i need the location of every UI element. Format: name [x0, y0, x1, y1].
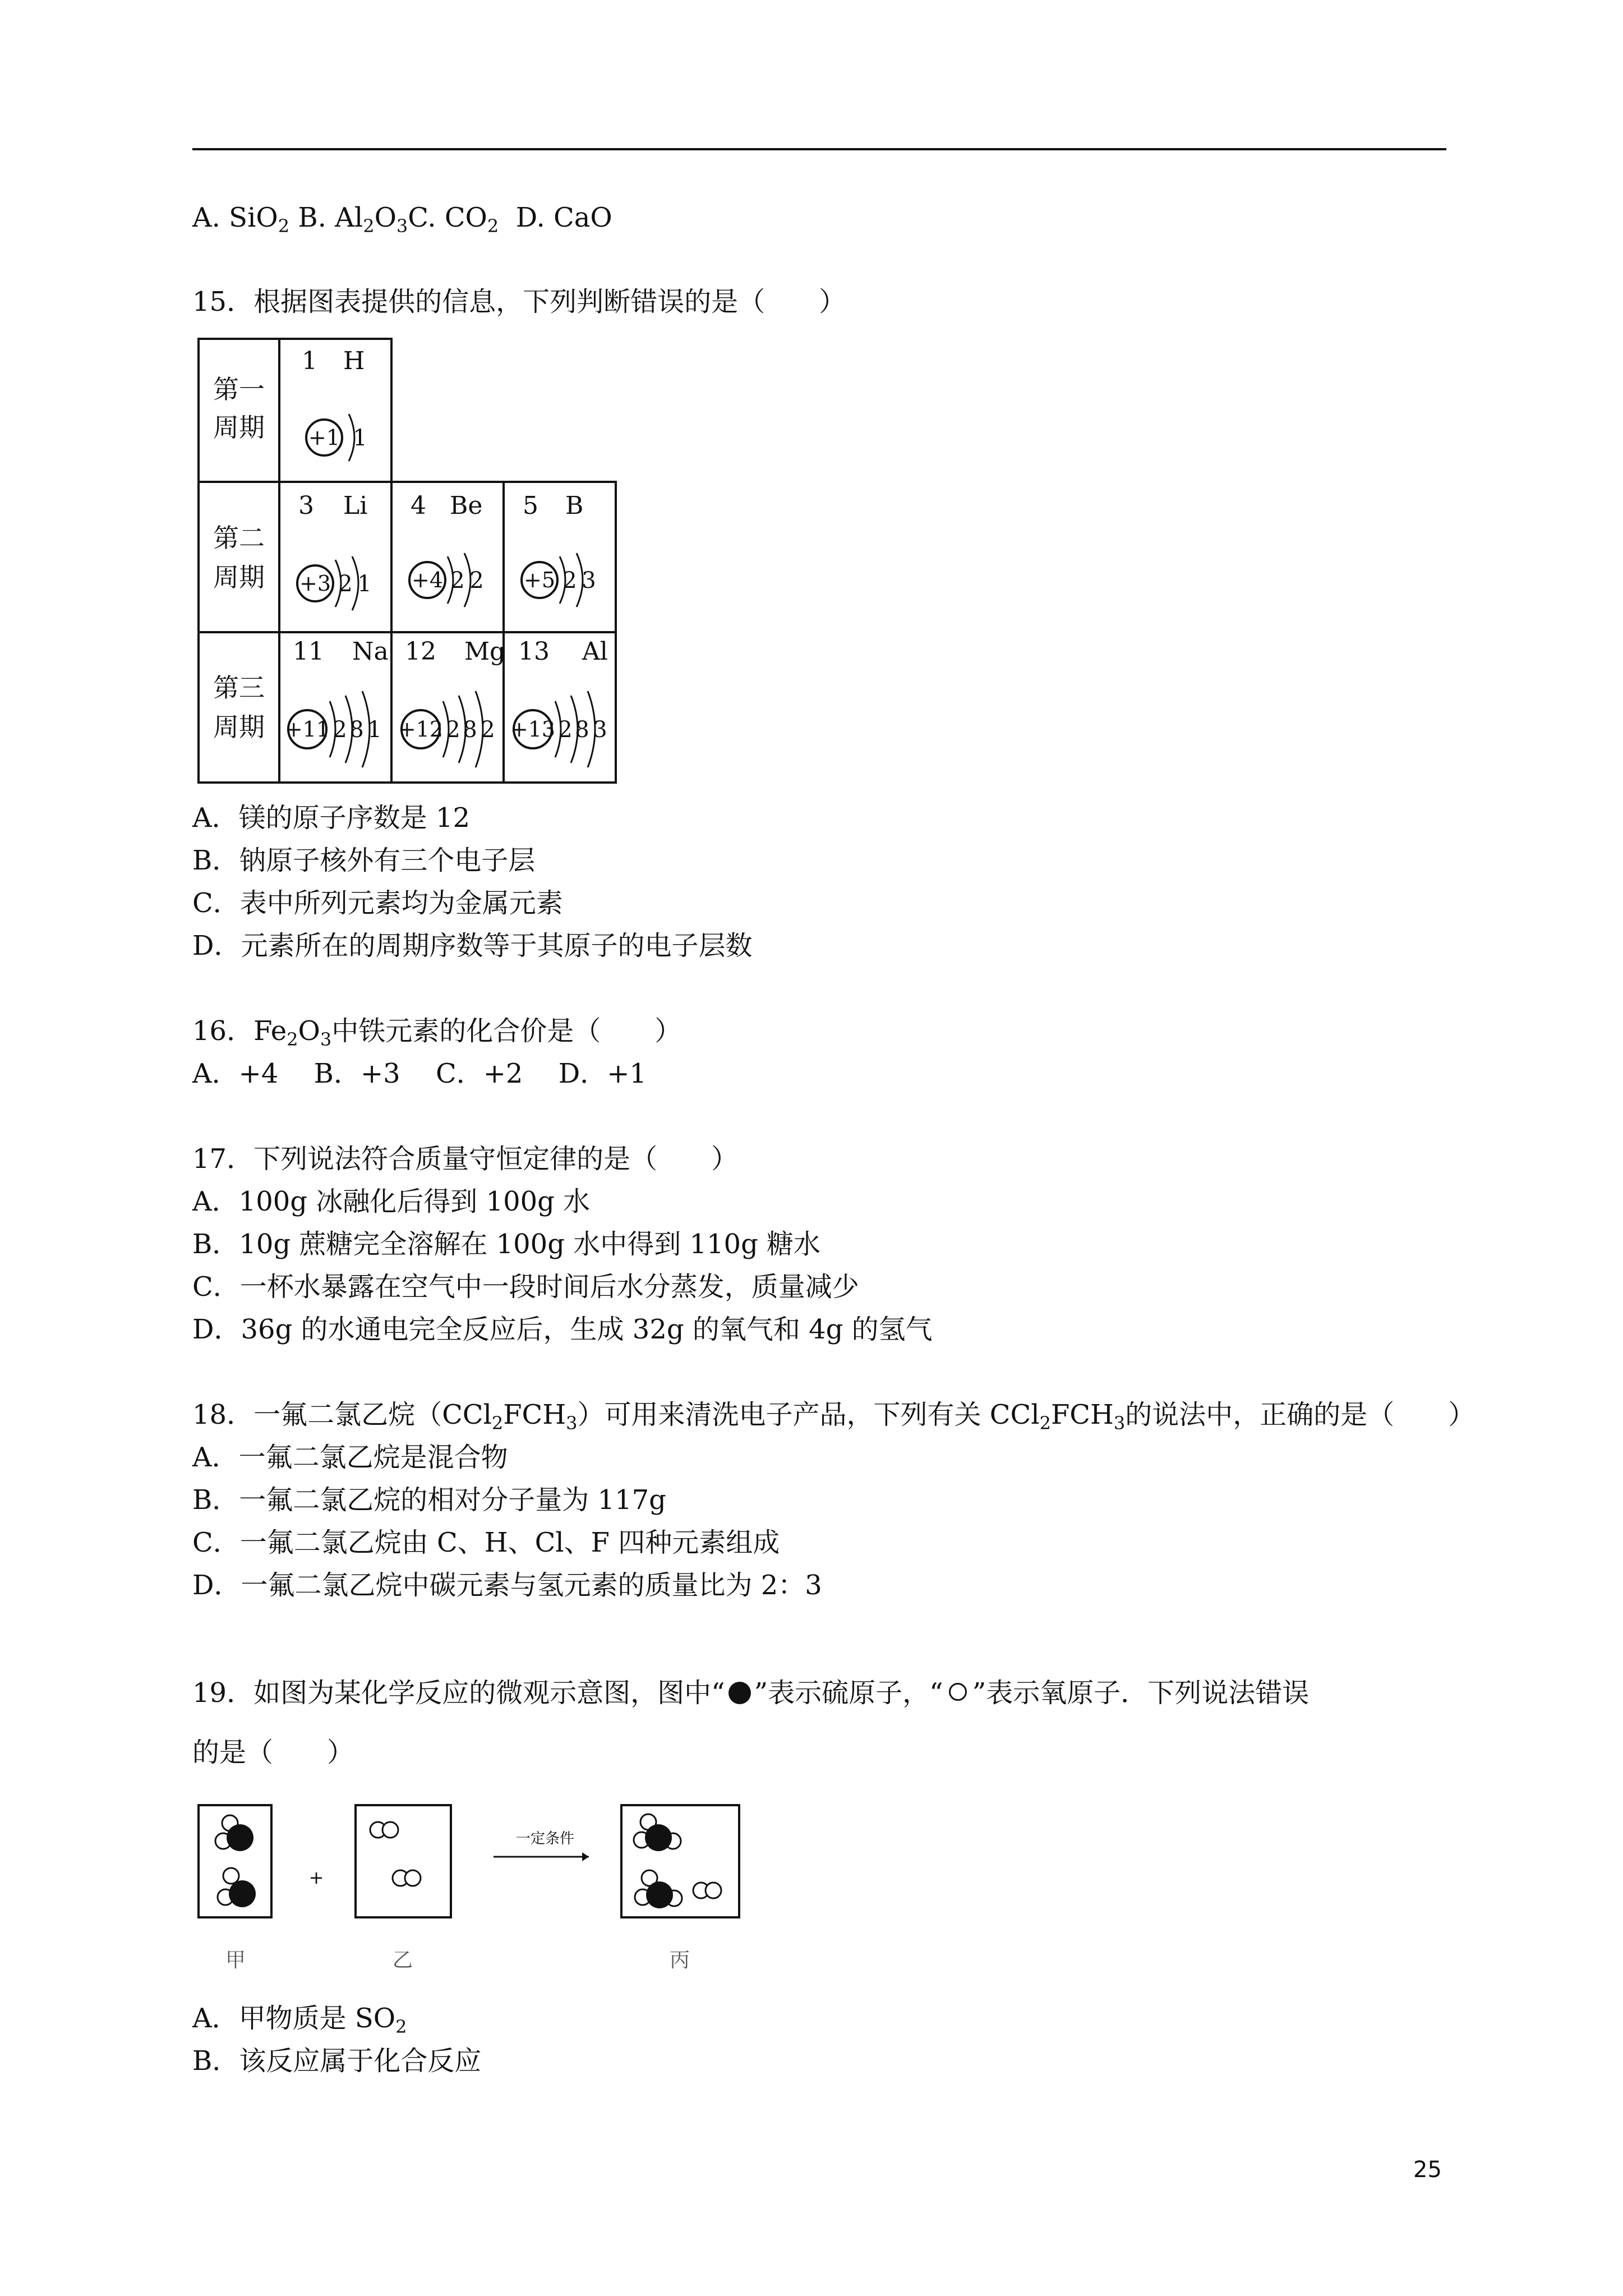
q17-option-d: D．36g 的水通电完全反应后，生成 32g 的氧气和 4g 的氢气 — [192, 1314, 933, 1345]
period-label: 周期 — [213, 562, 265, 592]
q15-stem: 15．根据图表提供的信息，下列判断错误的是（ ） — [192, 286, 846, 318]
oxygen-atom — [706, 1883, 721, 1898]
q18-option-c: C．一氟二氯乙烷由 C、H、Cl、F 四种元素组成 — [192, 1527, 780, 1558]
arrow-condition: 一定条件 — [515, 1830, 575, 1847]
shell-count: 2 — [450, 568, 465, 593]
page-number: 25 — [1413, 2157, 1442, 2183]
q19-stem: 19．如图为某化学反应的微观示意图，图中“ ”表示硫原子，“ ”表示氧原子．下列说法错误 — [192, 1677, 1310, 1709]
shell-count: 2 — [558, 717, 573, 743]
shell-count: 2 — [338, 571, 353, 597]
nucleus-charge: +1 — [308, 425, 340, 450]
period-label: 第三 — [213, 673, 265, 703]
molecule-so2 — [218, 1868, 256, 1907]
shell-count: 8 — [575, 717, 589, 743]
header-rule — [192, 148, 1446, 150]
nucleus-charge: +11 — [284, 717, 330, 742]
q17-stem: 17．下列说法符合质量守恒定律的是（ ） — [192, 1143, 739, 1175]
oxygen-atom-icon — [949, 1683, 967, 1701]
sulfur-atom-icon — [728, 1682, 751, 1704]
shell-count: 2 — [333, 717, 347, 743]
shell-count: 8 — [349, 717, 364, 743]
q15-option-b: B．钠原子核外有三个电子层 — [192, 845, 536, 876]
q17-option-a: A．100g 冰融化后得到 100g 水 — [192, 1186, 591, 1217]
reaction-diagram — [196, 1801, 757, 1980]
q19-option-a: A．甲物质是 $SO_2$ — [192, 2003, 407, 2037]
periodic-table-figure — [196, 337, 634, 785]
arrow-head-icon — [582, 1852, 589, 1861]
label-jia: 甲 — [225, 1949, 246, 1972]
shell-count: 1 — [357, 571, 372, 597]
shell-count: 2 — [481, 717, 495, 743]
element-number: 12 — [405, 637, 436, 666]
element-number: 4 — [411, 491, 426, 520]
period-label: 周期 — [213, 412, 265, 443]
molecule-so3 — [634, 1814, 681, 1851]
label-bing: 丙 — [669, 1949, 690, 1972]
element-symbol: Li — [343, 491, 368, 520]
molecule-so2 — [215, 1815, 253, 1851]
shell-count: 1 — [367, 717, 382, 743]
element-number: 3 — [298, 491, 314, 520]
element-symbol: Na — [352, 637, 389, 666]
period-label: 第一 — [213, 374, 265, 404]
period-label: 周期 — [213, 712, 265, 742]
nucleus-charge: +4 — [411, 568, 444, 592]
shell-count: 1 — [353, 425, 367, 451]
q14-options: A. SiO$_2$ B. $Al_2O_3C$. $CO_2$ D. CaO — [192, 202, 612, 237]
box-yi — [356, 1805, 451, 1917]
shell-count: 2 — [562, 568, 577, 593]
period-label: 第二 — [213, 523, 265, 553]
element-number: 11 — [293, 637, 324, 666]
label-yi: 乙 — [392, 1949, 413, 1972]
element-symbol: Mg — [464, 637, 506, 666]
element-number: 13 — [518, 637, 550, 666]
element-symbol: B — [565, 491, 584, 520]
shell-count: 2 — [469, 568, 484, 593]
q16-options: A．+4 B．+3 C．+2 D．+1 — [192, 1058, 647, 1089]
shell-count: 3 — [582, 568, 596, 593]
element-symbol: Be — [450, 491, 483, 520]
q18-option-a: A．一氟二氯乙烷是混合物 — [192, 1442, 508, 1473]
nucleus-charge: +5 — [523, 568, 556, 592]
shell-count: 8 — [463, 717, 477, 743]
nucleus-charge: +3 — [299, 571, 331, 596]
q17-option-c: C．一杯水暴露在空气中一段时间后水分蒸发，质量减少 — [192, 1271, 859, 1303]
nucleus-charge: +12 — [398, 717, 444, 742]
molecule-so3 — [635, 1870, 682, 1908]
element-symbol: Al — [582, 637, 608, 666]
q19-stem-line2: 的是（ ） — [192, 1737, 354, 1768]
oxygen-atom — [382, 1822, 398, 1838]
q15-option-c: C．表中所列元素均为金属元素 — [192, 887, 563, 919]
q19-option-b: B．该反应属于化合反应 — [192, 2045, 482, 2077]
element-number: 1 — [302, 347, 317, 375]
shell-count: 3 — [593, 717, 607, 743]
q16-stem: 16．$Fe_2O_3$中铁元素的化合价是（ ） — [192, 1015, 682, 1050]
nucleus-charge: +13 — [510, 717, 556, 742]
q18-option-d: D．一氟二氯乙烷中碳元素与氢元素的质量比为 2：3 — [192, 1570, 822, 1601]
element-symbol: H — [343, 347, 365, 375]
q18-stem: 18．一氟二氯乙烷$(CCl_2FCH_3)$可用来清洗电子产品，下列有关 $CCl_2FCH_3$的说法中，正确的是（ ） — [192, 1399, 1476, 1434]
oxygen-atom — [405, 1870, 421, 1886]
element-number: 5 — [523, 491, 538, 520]
plus-sign: + — [308, 1867, 324, 1888]
q15-option-d: D．元素所在的周期序数等于其原子的电子层数 — [192, 930, 753, 961]
shell-count: 2 — [446, 717, 460, 743]
q18-option-b: B．一氟二氯乙烷的相对分子量为 117g — [192, 1484, 666, 1516]
q17-option-b: B．10g 蔗糖完全溶解在 100g 水中得到 110g 糖水 — [192, 1228, 821, 1260]
q15-option-a: A．镁的原子序数是 12 — [192, 802, 471, 834]
